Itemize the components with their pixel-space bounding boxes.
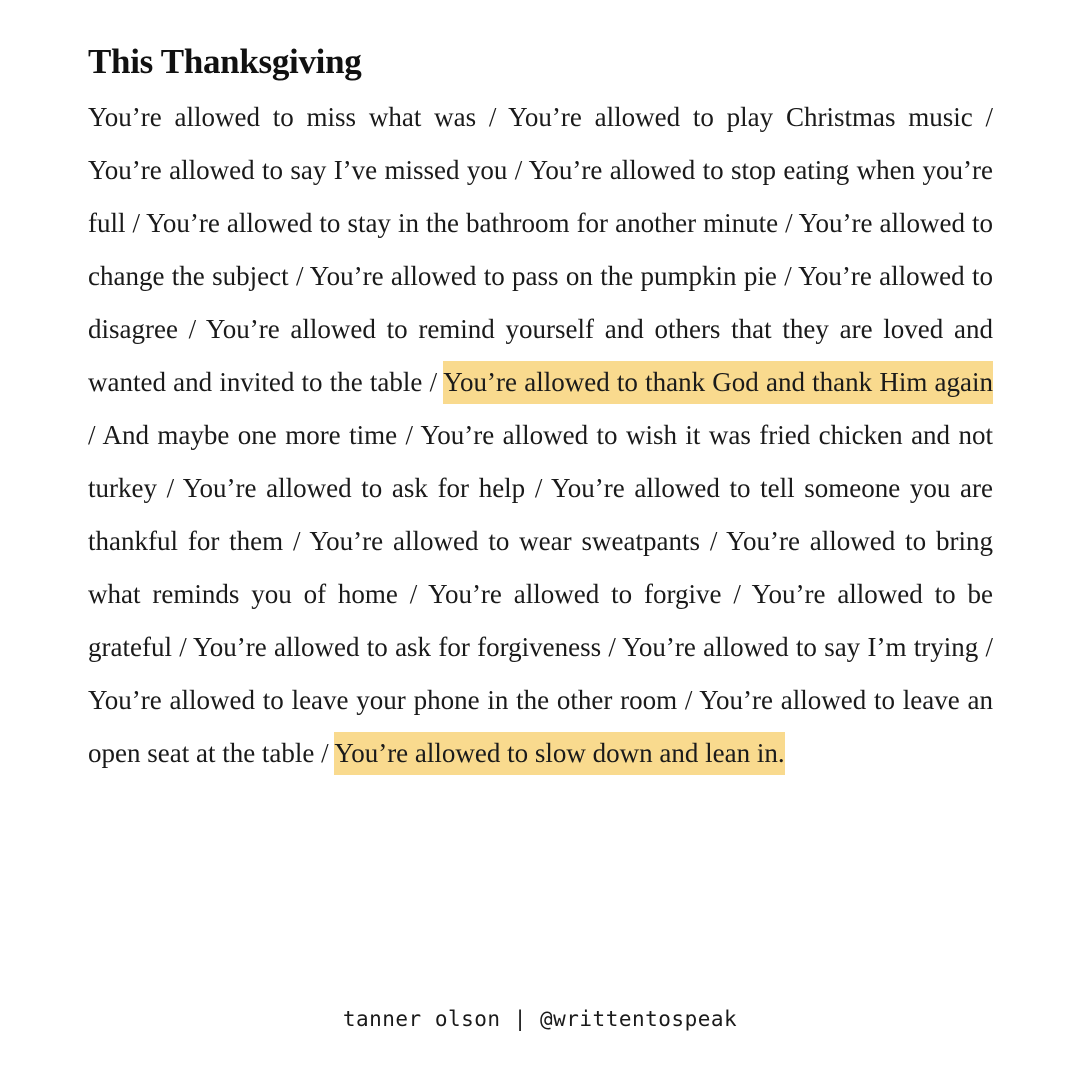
page-title: This Thanksgiving	[88, 42, 362, 81]
author-credit: tanner olson | @writtentospeak	[342, 1007, 738, 1031]
highlighted-phrase-1: You’re allowed to thank God and thank Him again	[443, 361, 993, 404]
poem-text-part-2: / And maybe one more time / You’re allowed to wish it was fried chicken and not turkey / You’re allowed to ask for help / You’re allowed to tell someone you are thankful for them / You’re allowed to wear sweatpants / You’re allowed to bring what reminds you of home / You’re allowed to forgive / You’re allowed to be grateful / You’re allowed to ask for forgiveness / You’re allowed to say I’m trying / You’re allowed to leave your phone in the other room / You’re allowed to leave an open seat at the table /	[88, 420, 993, 768]
highlighted-phrase-2: You’re allowed to slow down and lean in.	[334, 732, 784, 775]
poem-text-part-1: You’re allowed to miss what was / You’re allowed to play Christmas music / You’re allowed to say I’ve missed you / You’re allowed to stop eating when you’re full / You’re allowed to stay in the bathroom for another minute / You’re allowed to change the subject / You’re allowed to pass on the pumpkin pie / You’re allowed to disagree / You’re allowed to remind yourself and others that they are loved and wanted and invited to the table /	[88, 102, 993, 397]
poem-body	[88, 91, 993, 780]
